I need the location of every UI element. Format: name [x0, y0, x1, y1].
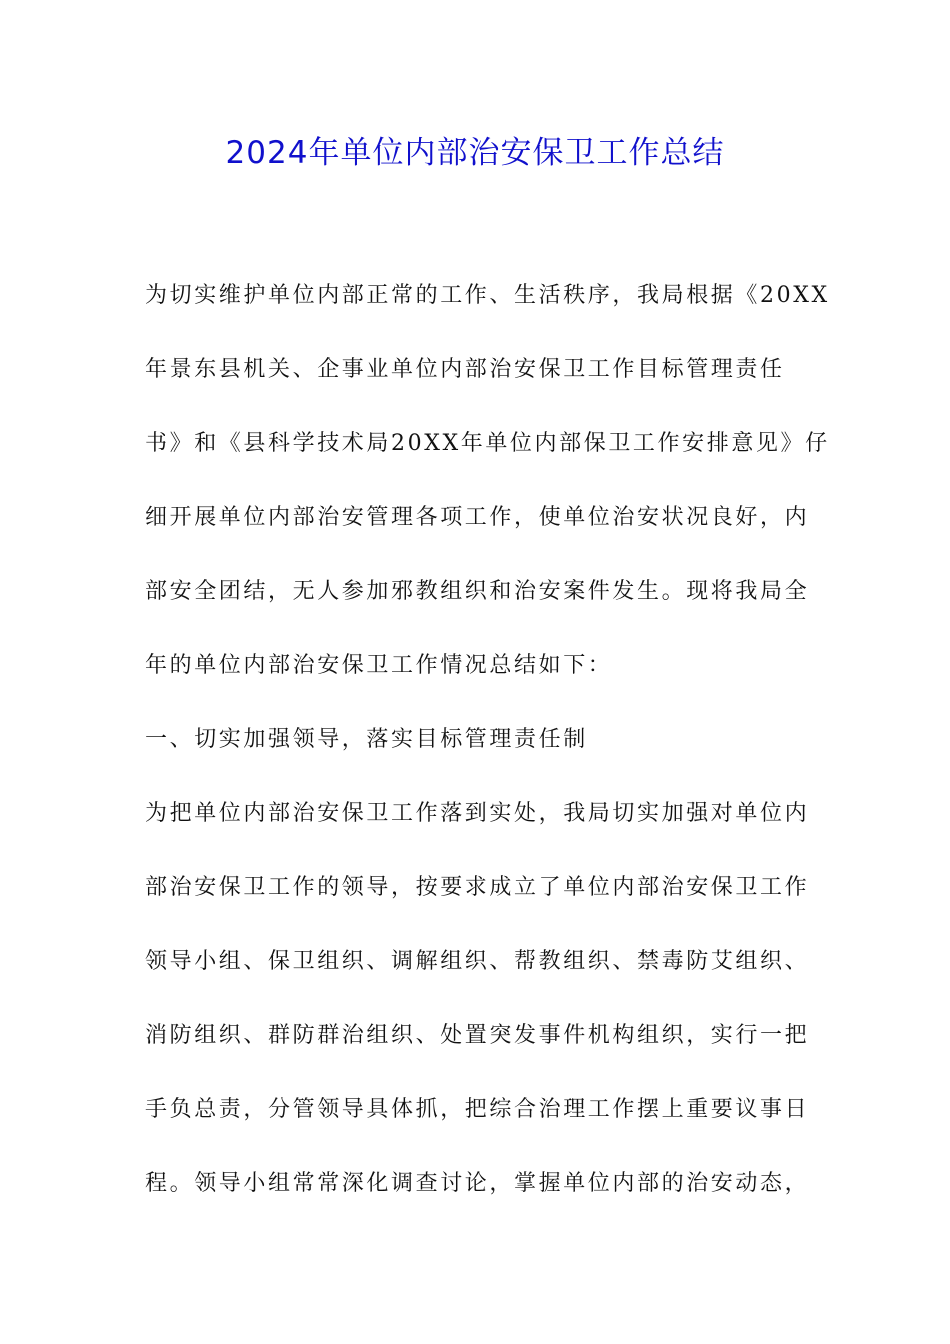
- body-line: 细开展单位内部治安管理各项工作，使单位治安状况良好，内: [145, 505, 810, 530]
- body-line: 年的单位内部治安保卫工作情况总结如下：: [145, 653, 613, 678]
- body-line: 年景东县机关、企事业单位内部治安保卫工作目标管理责任: [145, 357, 785, 382]
- document-title: 2024年单位内部治安保卫工作总结: [225, 135, 725, 171]
- body-line: 领导小组、保卫组织、调解组织、帮教组织、禁毒防艾组织、: [145, 949, 810, 974]
- body-line: 部治安保卫工作的领导，按要求成立了单位内部治安保卫工作: [145, 875, 810, 900]
- body-line: 为切实维护单位内部正常的工作、生活秩序，我局根据《20XX: [145, 283, 830, 308]
- body-line: 书》和《县科学技术局20XX年单位内部保卫工作安排意见》仔: [145, 431, 830, 456]
- document-body: [145, 259, 830, 1221]
- body-line: 为把单位内部治安保卫工作落到实处，我局切实加强对单位内: [145, 801, 810, 826]
- body-line: 程。领导小组常常深化调查讨论，掌握单位内部的治安动态，: [145, 1171, 810, 1196]
- section-heading: 一、切实加强领导，落实目标管理责任制: [145, 727, 588, 752]
- body-line: 手负总责，分管领导具体抓，把综合治理工作摆上重要议事日: [145, 1097, 810, 1122]
- body-line: 部安全团结，无人参加邪教组织和治安案件发生。现将我局全: [145, 579, 810, 604]
- body-line: 消防组织、群防群治组织、处置突发事件机构组织，实行一把: [145, 1023, 810, 1048]
